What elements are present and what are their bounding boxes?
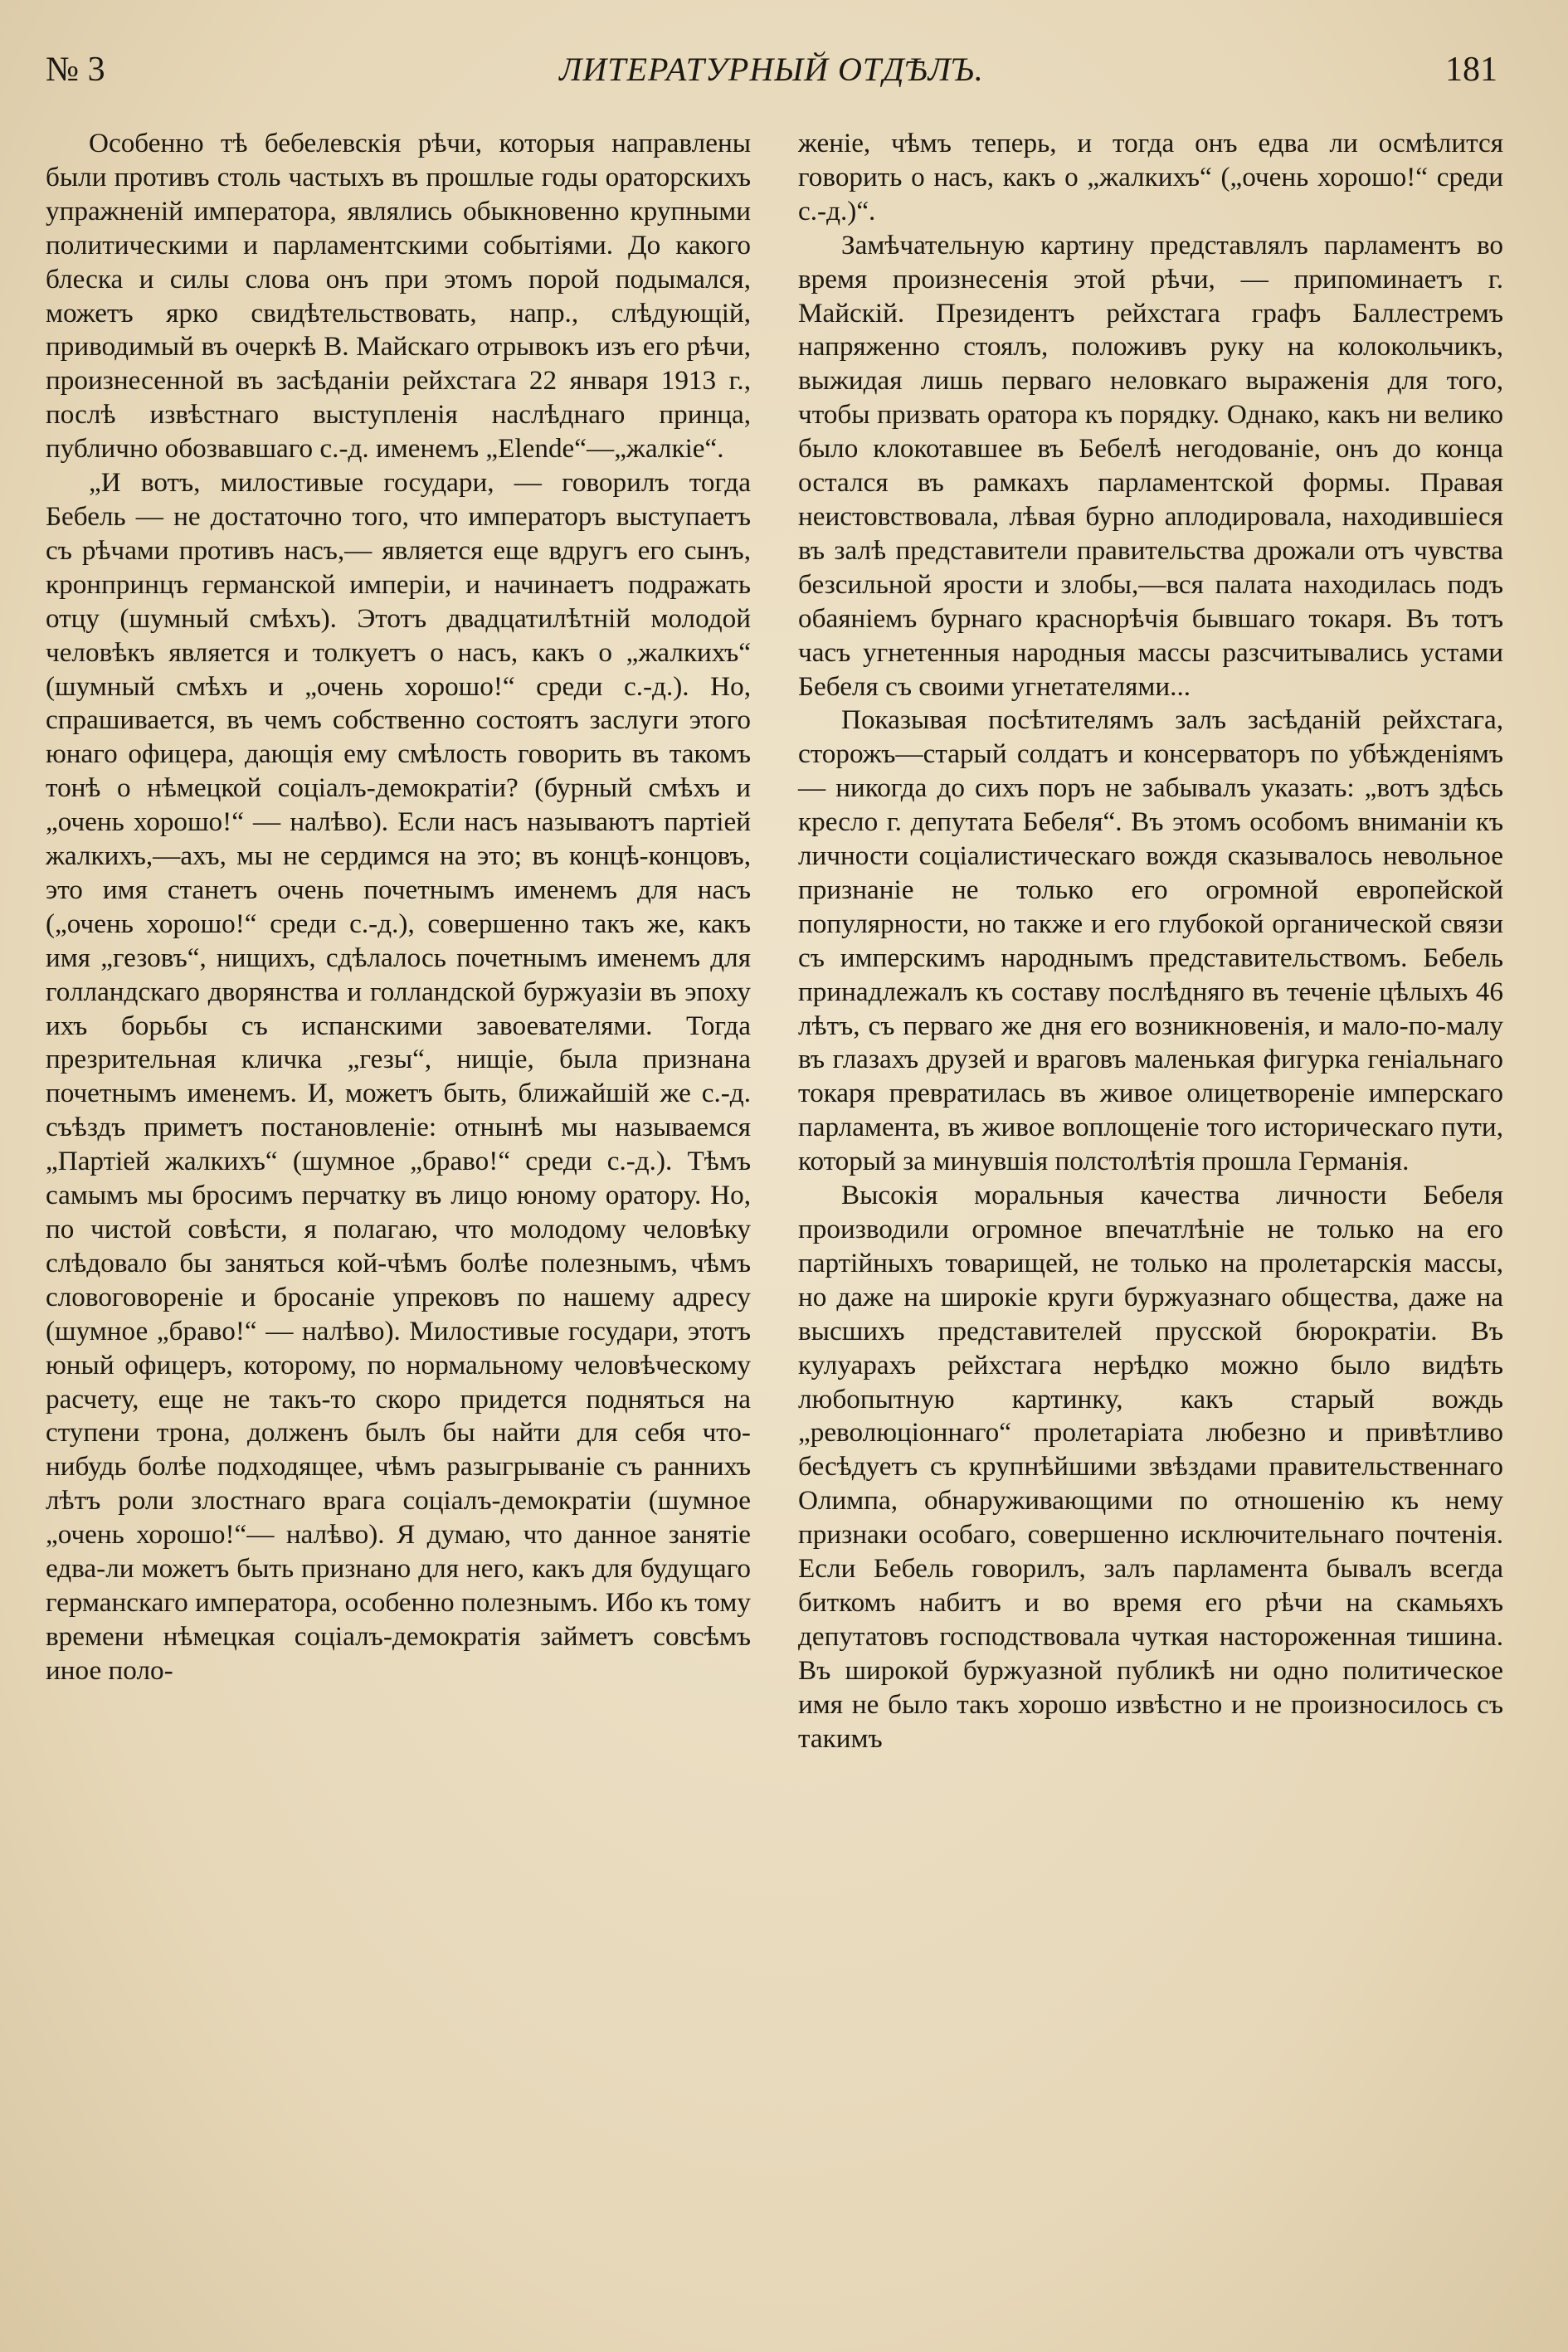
issue-number: № 3 bbox=[46, 51, 105, 89]
paragraph: „И вотъ, милостивые государи, — говорилъ тогда Бебель — не достаточно того, что императоръ выступаетъ съ рѣчами противъ насъ,— является еще вдругъ его сынъ, кронпринцъ германской имперіи, и начинаетъ подражать отцу (шумный смѣхъ). Этотъ двадцатилѣтній молодой человѣкъ является и толкуетъ о насъ, какъ о „жалкихъ“ (шумный смѣхъ и „очень хорошо!“ среди с.-д.). Но, спрашивается, въ чемъ собственно состоятъ заслуги этого юнаго офицера, дающія ему смѣлость говорить въ такомъ тонѣ о нѣмецкой соціалъ-демократіи? (бурный смѣхъ и „очень хорошо!“ — налѣво). Если насъ называютъ партіей жалкихъ,—ахъ, мы не сердимся на это; въ концѣ-концовъ, это имя станетъ очень почетнымъ именемъ для насъ („очень хорошо!“ среди с.-д.), совершенно такъ же, какъ имя „гезовъ“, нищихъ, сдѣлалось почетнымъ именемъ для голландскаго дворянства и голландской буржуазіи въ эпоху ихъ борьбы съ испанскими завоевателями. Тогда презрительная кличка „гезы“, нищіе, была признана почетнымъ именемъ. И, можетъ быть, ближайшій же с.-д. съѣздъ приметъ постановленіе: отнынѣ мы называемся „Партіей жалкихъ“ (шумное „браво!“ среди с.-д.). Тѣмъ самымъ мы бросимъ перчатку въ лицо юному оратору. Но, по чистой совѣсти, я полагаю, что молодому человѣку слѣдовало бы заняться кой-чѣмъ болѣе полезнымъ, чѣмъ словоговореніе и бросаніе упрековъ по нашему адресу (шумное „браво!“ — налѣво). Милостивые государи, этотъ юный офицеръ, которому, по нормальному человѣческому расчету, еще не такъ-то скоро придется подняться на ступени трона, долженъ былъ бы найти для себя что-нибудь болѣе подходящее, чѣмъ разыгрываніе съ раннихъ лѣтъ роли злостнаго врага соціалъ-демократіи (шумное „очень хорошо!“— налѣво). Я думаю, что данное занятіе едва-ли можетъ быть признано для него, какъ для будущаго германскаго императора, особенно полезнымъ. Ибо къ тому времени нѣмецкая соціалъ-демократія займетъ совсѣмъ иное поло- bbox=[46, 467, 751, 1686]
left-column bbox=[46, 127, 751, 1688]
paragraph-continuation: женіе, чѣмъ теперь, и тогда онъ едва ли осмѣлится говорить о насъ, какъ о „жалкихъ“ („очень хорошо!“ среди с.-д.)“. bbox=[798, 128, 1503, 226]
paragraph: Замѣчательную картину представлялъ парламентъ во время произнесенія этой рѣчи, — припоминаетъ г. Майскій. Президентъ рейхстага графъ Баллестремъ напряженно стоялъ, положивъ руку на колокольчикъ, выжидая лишь перваго неловкаго выраженія для того, чтобы призвать оратора къ порядку. Однако, какъ ни велико было клокотавшее въ Бебелѣ негодованіе, онъ до конца остался въ рамкахъ парламентской формы. Правая неистовствовала, лѣвая бурно аплодировала, находившіеся въ залѣ представители правительства дрожали отъ чувства безсильной ярости и злобы,—вся палата находилась подъ обаяніемъ бурнаго краснорѣчія бывшаго токаря. Въ тотъ часъ угнетенныя народныя массы разсчитывались устами Бебеля съ своими угнетателями... bbox=[798, 229, 1503, 702]
right-column bbox=[798, 127, 1503, 1756]
paragraph: Показывая посѣтителямъ залъ засѣданій рейхстага, сторожъ—старый солдатъ и консерваторъ по убѣжденіямъ — никогда до сихъ поръ не забывалъ указать: „вотъ здѣсь кресло г. депутата Бебеля“. Въ этомъ особомъ вниманіи къ личности соціалистическаго вождя сказывалось невольное признаніе не только его огромной европейской популярности, но также и его глубокой органической связи съ имперскимъ народнымъ представительствомъ. Бебель принадлежалъ къ составу послѣдняго въ теченіе цѣлыхъ 46 лѣтъ, съ перваго же дня его возникновенія, и мало-по-малу въ глазахъ друзей и враговъ маленькая фигурка геніальнаго токаря превратилась въ живое олицетвореніе имперскаго парламента, въ живое воплощеніе того историческаго пути, который за минувшія полстолѣтія прошла Германія. bbox=[798, 704, 1503, 1177]
paragraph: Особенно тѣ бебелевскія рѣчи, которыя направлены были противъ столь частыхъ въ прошлые годы ораторскихъ упражненій императора, являлись обыкновенно крупными политическими и парламентскими событіями. До какого блеска и силы слова онъ при этомъ порой подымался, можетъ ярко свидѣтельствовать, напр., слѣдующій, приводимый въ очеркѣ В. Майскаго отрывокъ изъ его рѣчи, произнесенной въ засѣданіи рейхстага 22 января 1913 г., послѣ извѣстнаго выступленія наслѣднаго принца, публично обозвавшаго с.-д. именемъ „Elende“—„жалкіе“. bbox=[46, 128, 751, 465]
page-number: 181 bbox=[1445, 51, 1497, 89]
section-title: ЛИТЕРАТУРНЫЙ ОТДѢЛЪ. bbox=[559, 51, 984, 88]
page-header bbox=[46, 50, 1497, 100]
paragraph: Высокія моральныя качества личности Бебеля производили огромное впечатлѣніе не только на его партійныхъ товарищей, не только на пролетарскія массы, но даже на широкіе круги буржуазнаго общества, даже на высшихъ представителей прусской бюрократіи. Въ кулуарахъ рейхстага нерѣдко можно было видѣть любопытную картинку, какъ старый вождь „революціоннаго“ пролетаріата любезно и привѣтливо бесѣдуетъ съ крупнѣйшими звѣздами правительственнаго Олимпа, обнаруживающими по отношенію къ нему признаки особаго, совершенно исключительнаго почтенія. Если Бебель говорилъ, залъ парламента бывалъ всегда биткомъ набитъ и во время его рѣчи на скамьяхъ депутатовъ господствовала чуткая настороженная тишина. Въ широкой буржуазной публикѣ ни одно политическое имя не было такъ хорошо извѣстно и не произносилось съ такимъ bbox=[798, 1180, 1503, 1754]
